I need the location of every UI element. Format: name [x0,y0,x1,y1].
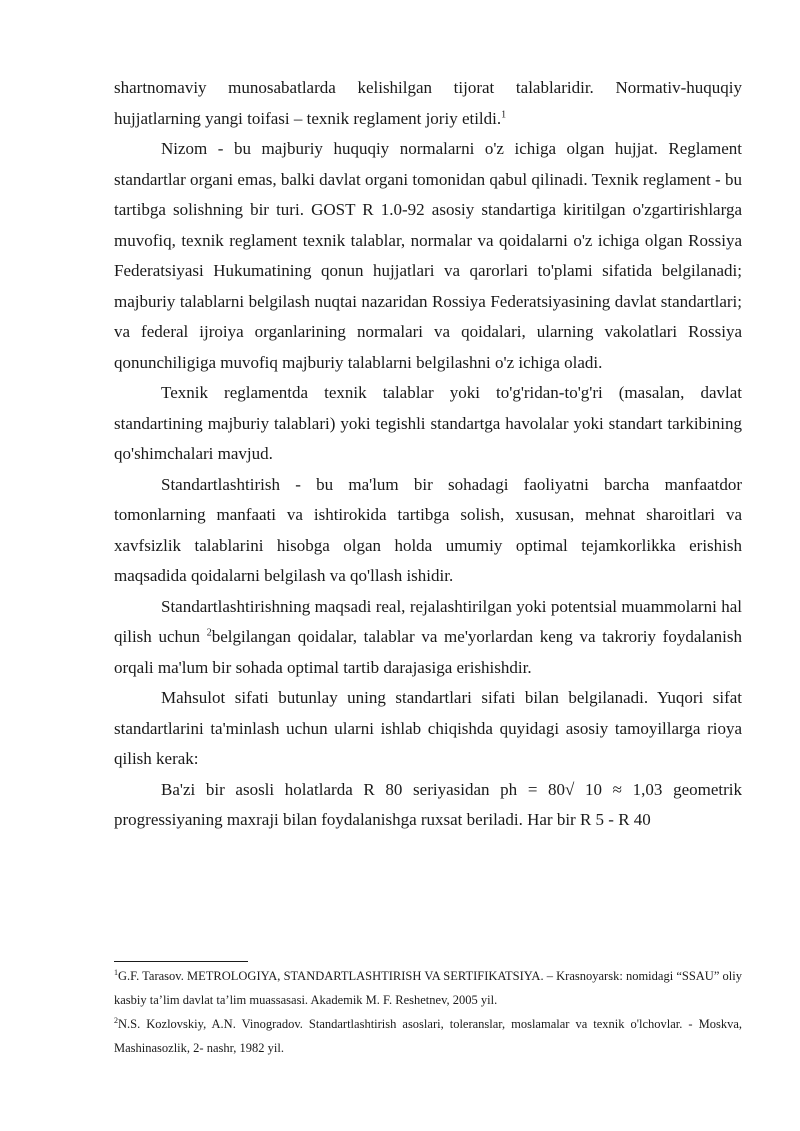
paragraph-text: Standartlashtirishning maqsadi real, rejalashtirilgan yoki potentsial muammolarni hal qilish uchun [114,596,742,646]
footnotes [114,964,742,1060]
paragraph-nizom: Nizom - bu majburiy huquqiy normalarni o'z ichiga olgan hujjat. Reglament standartlar organi emas, balki davlat organi tomonidan qabul qilinadi. Texnik reglament - bu tartibga solishning bir turi. GOST R 1.0-92 asosiy standartiga kiritilgan o'zgartirishlarga muvofiq, texnik reglament texnik talablar, normalar va qoidalarni o'z ichiga olgan Rossiya Federatsiyasi Hukumatining qonun hujjatlari va qarorlari to'plami sifatida belgilanadi; majburiy talablarni belgilash nuqtai nazaridan Rossiya Federatsiyasining davlat standartlari; va federal ijroiya organlarining normalari va qoidalari, ularning vakolatlari Rossiya qonunchiligiga muvofiq majburiy talablarni belgilashni o'z ichiga oladi. [114,139,742,372]
footnote-mark: 2 [114,1015,118,1025]
paragraph-mahsulot-sifati: Mahsulot sifati butunlay uning standartlari sifati bilan belgilanadi. Yuqori sifat standartlarini ta'minlash uchun ularni ishlab chiqishda quyidagi asosiy tamoyillarga rioya qilish kerak: [114,688,742,768]
paragraph-maqsad [114,592,742,684]
paragraph-text: shartnomaviy munosabatlarda kelishilgan tijorat talablaridir. Normativ-huquqiy hujjatlarning yangi toifasi – texnik reglament joriy etildi. [114,78,742,128]
footnote-text: N.S. Kozlovskiy, A.N. Vinogradov. Standartlashtirish asoslari, toleranslar, moslamalar va texnik o'lchovlar. - Moskva, Mashinasozlik, 2- nashr, 1982 yil. [114,1017,742,1055]
footnote-1 [114,964,742,1012]
footnote-mark: 1 [114,967,118,977]
paragraph-texnik-reglament: Texnik reglamentda texnik talablar yoki to'g'ridan-to'g'ri (masalan, davlat standartining majburiy talablari) yoki tegishli standartga havolalar yoki standart tarkibining qo'shimchalari mavjud. [114,383,742,463]
paragraph-text: belgilangan qoidalar, talablar va me'yorlardan keng va takroriy foydalanish orqali ma'lum bir sohada optimal tartib darajasiga erishishdir. [114,627,742,677]
footnote-separator [114,961,248,962]
paragraph-continuation [114,73,742,134]
footnote-reference[interactable]: 1 [501,108,507,120]
footnote-reference[interactable]: 2 [206,627,212,639]
paragraph-progressiya: Ba'zi bir asosli holatlarda R 80 seriyasidan ph = 80√ 10 ≈ 1,03 geometrik progressiyaning maxraji bilan foydalanishga ruxsat beriladi. Har bir R 5 - R 40 [114,779,742,829]
footnote-text: G.F. Tarasov. METROLOGIYA, STANDARTLASHTIRISH VA SERTIFIKATSIYA. – Krasnoyarsk: nomidagi “SSAU” oliy kasbiy ta’lim davlat ta’lim muassasasi. Akademik M. F. Reshetnev, 2005 yil. [114,969,742,1007]
footnote-2 [114,1012,742,1060]
paragraph-standartlashtirish: Standartlashtirish - bu ma'lum bir sohadagi faoliyatni barcha manfaatdor tomonlarning manfaati va ishtirokida tartibga solish, xususan, mehnat sharoitlari va xavfsizlik talablarini hisobga olgan holda umumiy optimal tejamkorlikka erishish maqsadida qoidalarni belgilash va qo'llash ishidir. [114,474,742,585]
document-body [114,73,742,836]
